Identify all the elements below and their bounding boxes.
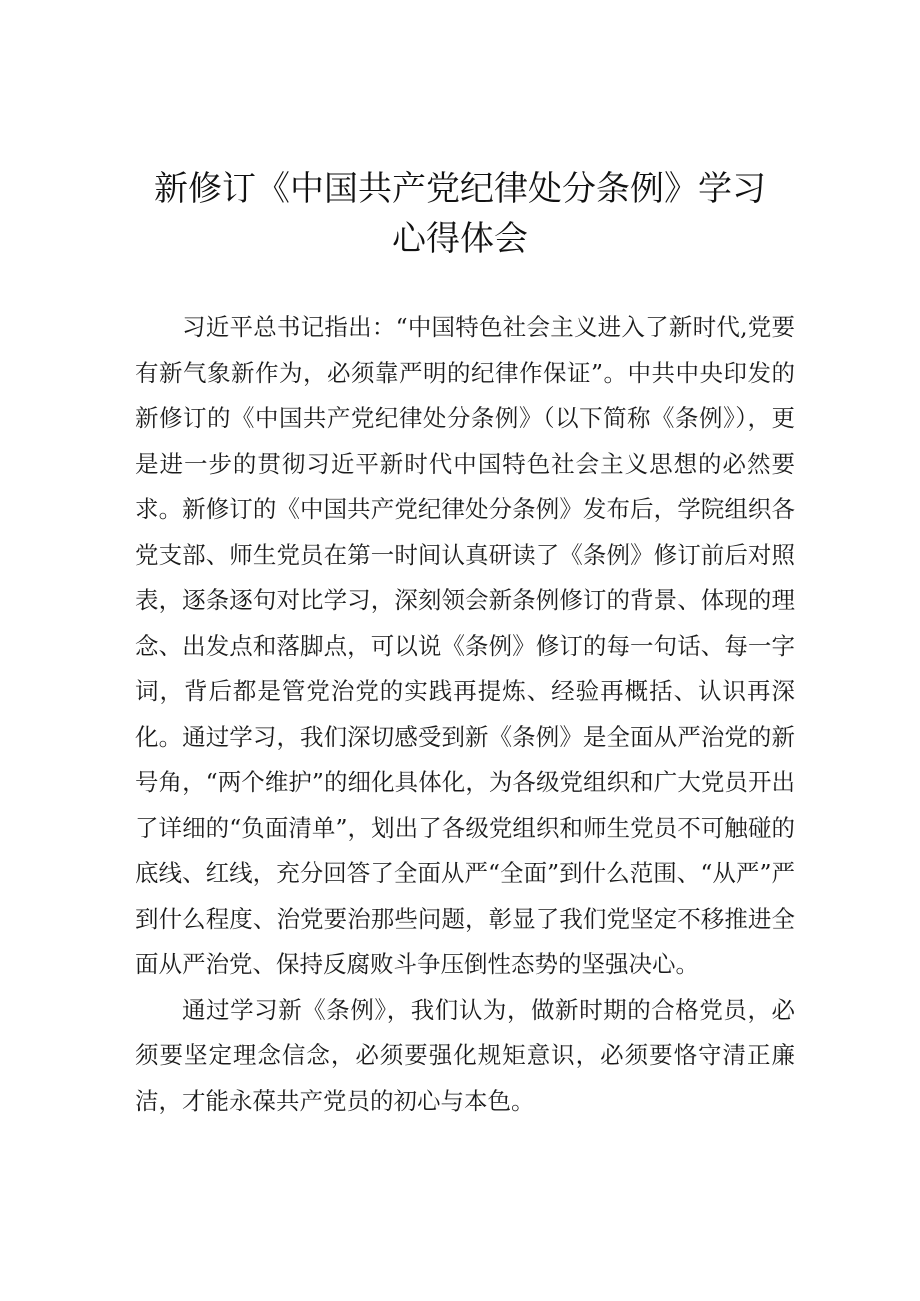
document-title [0,164,920,264]
paragraph-1: 习近平总书记指出：“中国特色社会主义进入了新时代,党要有新气象新作为，必须靠严明的纪律作保证”。中共中央印发的新修订的《中国共产党纪律处分条例》（以下简称《条例》），更是进一步的贯彻习近平新时代中国特色社会主义思想的必然要求。新修订的《中国共产党纪律处分条例》发布后，学院组织各党支部、师生党员在第一时间认真研读了《条例》修订前后对照表，逐条逐句对比学习，深刻领会新条例修订的背景、体现的理念、出发点和落脚点，可以说《条例》修订的每一句话、每一字词，背后都是管党治党的实践再提炼、经验再概括、认识再深化。通过学习，我们深切感受到新《条例》是全面从严治党的新号角，“两个维护”的细化具体化，为各级党组织和广大党员开出了详细的“负面清单”，划出了各级党组织和师生党员不可触碰的底线、红线，充分回答了全面从严“全面”到什么范围、“从严”严到什么程度、治党要治那些问题，彰显了我们党坚定不移推进全面从严治党、保持反腐败斗争压倒性态势的坚强决心。 [135,313,795,978]
document-body [135,305,795,1124]
paragraph-2: 通过学习新《条例》，我们认为，做新时期的合格党员，必须要坚定理念信念，必须要强化规矩意识，必须要恪守清正廉洁，才能永葆共产党员的初心与本色。 [135,995,795,1115]
title-line-1: 新修订《中国共产党纪律处分条例》学习 [154,169,766,209]
title-line-2: 心得体会 [392,219,528,259]
